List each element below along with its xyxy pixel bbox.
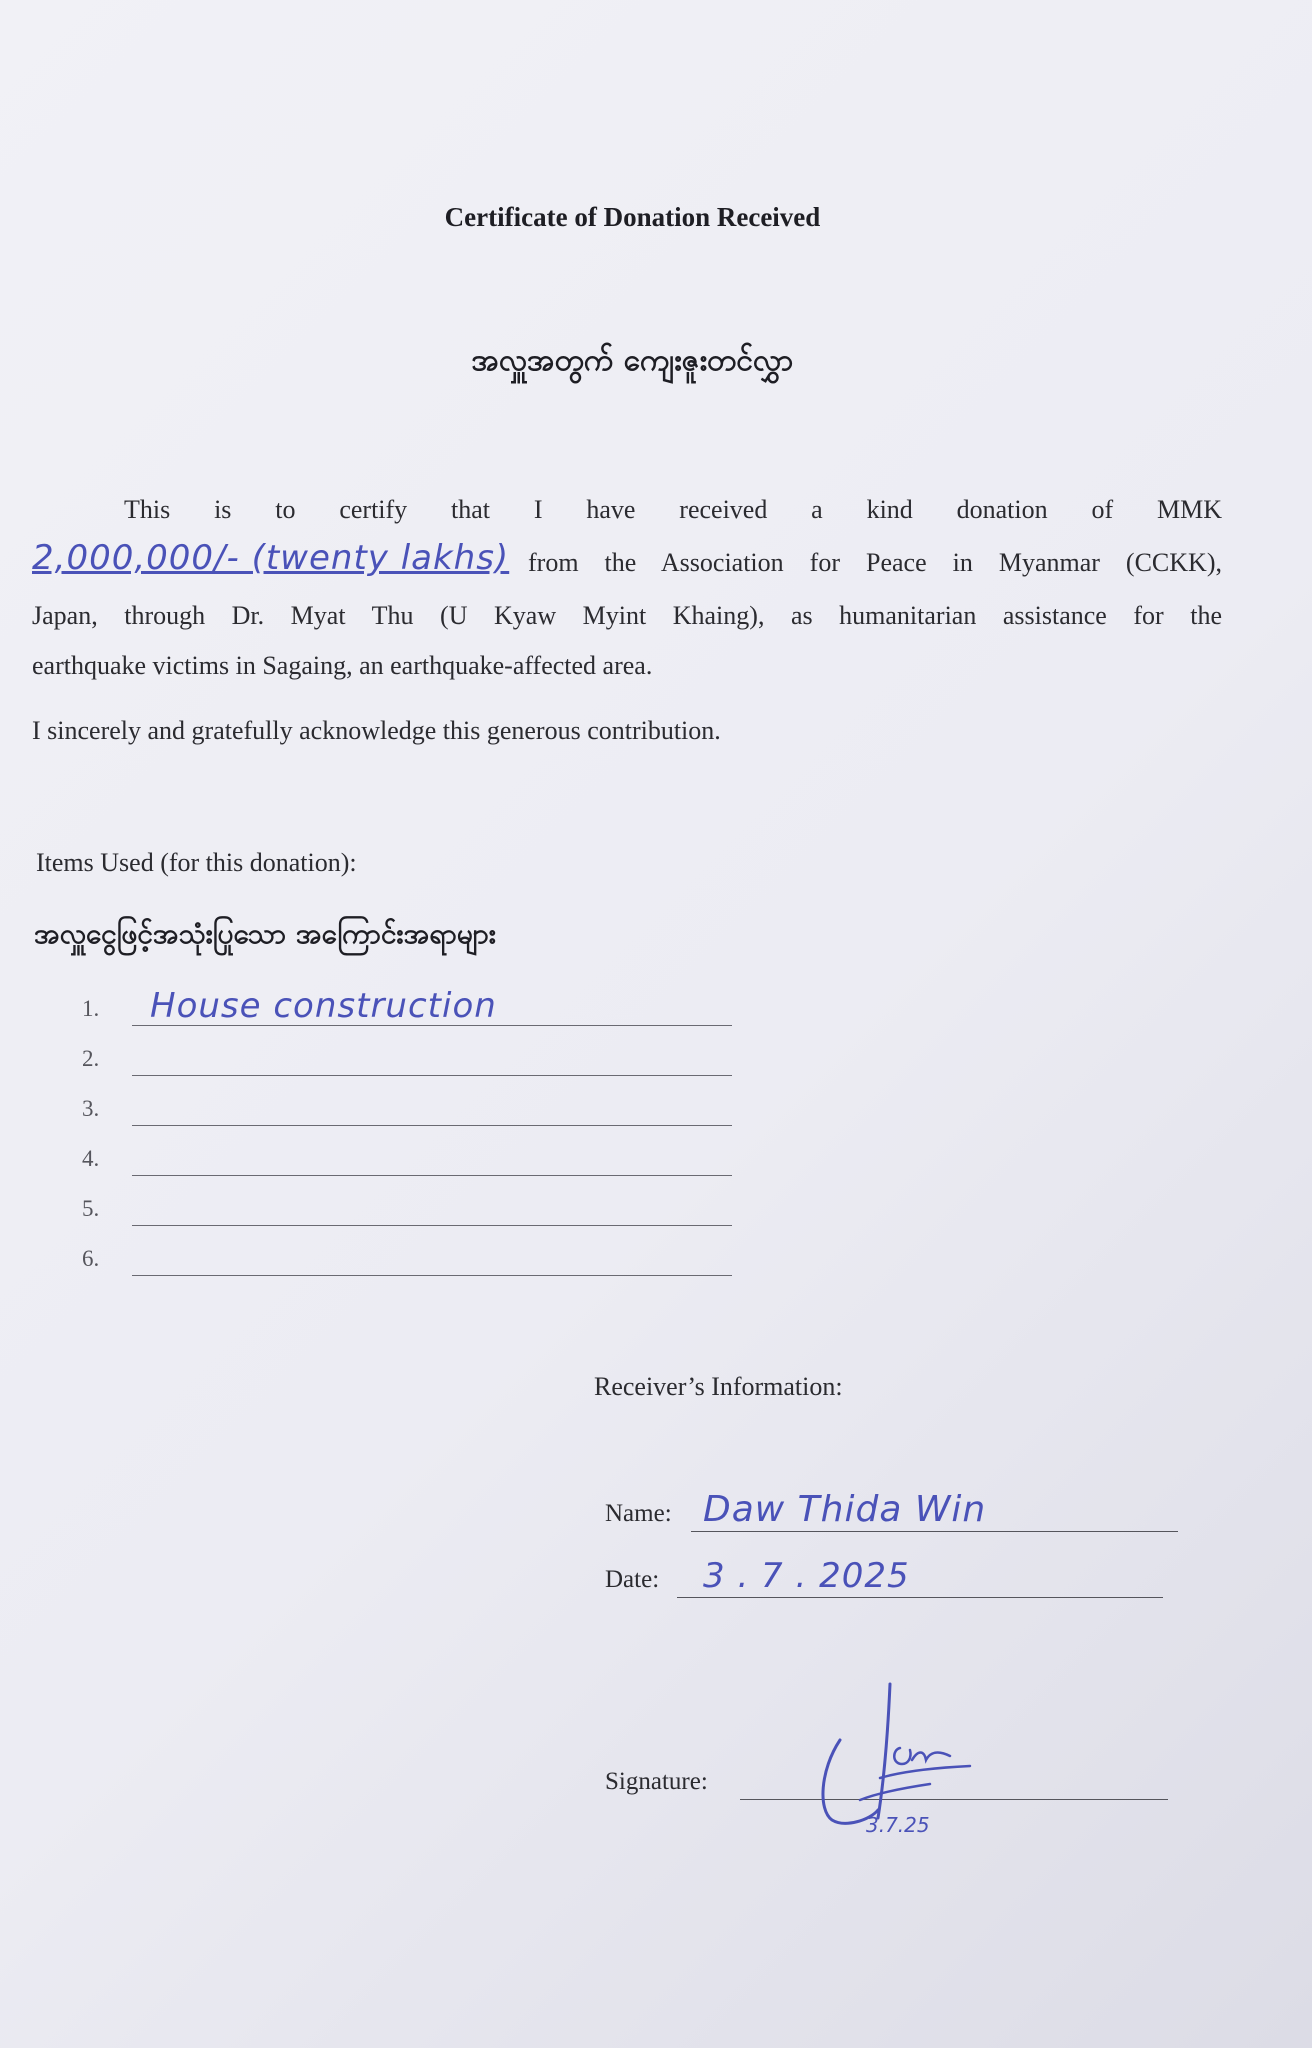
item-number: 4.: [82, 1146, 100, 1171]
body-line-2: [32, 538, 509, 578]
list-item: [82, 1036, 732, 1076]
item-rule: [132, 1125, 732, 1126]
myanmar-title: အလှူအတွက် ကျေးဇူးတင်လွှာ: [471, 343, 794, 378]
body-line-2-rest: from the Association for Peace in Myanmar (CCKK),: [528, 548, 1222, 577]
name-rule: [691, 1531, 1178, 1532]
body-line-1: This is to certify that I have received a kind donation of MMK: [124, 495, 1222, 524]
item-number: 1.: [82, 996, 100, 1021]
item-rule: [132, 1175, 732, 1176]
date-label: Date:: [605, 1566, 660, 1593]
list-item: [82, 1136, 732, 1176]
name-value: Daw Thida Win: [703, 1489, 987, 1530]
item-number: 6.: [82, 1246, 100, 1271]
items-heading: Items Used (for this donation):: [36, 848, 357, 877]
list-item: [82, 1236, 732, 1276]
signature-date: 3.7.25: [866, 1813, 930, 1837]
signature-mark: [800, 1670, 1000, 1840]
item-value: House construction: [150, 986, 497, 1026]
signature-label: Signature:: [605, 1768, 708, 1795]
page-title: Certificate of Donation Received: [444, 202, 821, 232]
name-label: Name:: [605, 1500, 672, 1527]
date-value: 3 . 7 . 2025: [703, 1556, 910, 1596]
item-rule: [132, 1275, 732, 1276]
date-rule: [677, 1597, 1163, 1598]
list-item: [82, 1086, 732, 1126]
list-item: [82, 1186, 732, 1226]
item-number: 3.: [82, 1096, 100, 1121]
list-item: [82, 986, 732, 1026]
item-number: 2.: [82, 1046, 100, 1071]
handwritten-amount: 2,000,000/- (twenty lakhs): [32, 538, 510, 578]
name-field: [605, 1488, 1178, 1532]
body-line-3: Japan, through Dr. Myat Thu (U Kyaw Myint Khaing), as humanitarian assistance for the: [32, 601, 1222, 630]
items-heading-myanmar: အလှူငွေဖြင့်အသုံးပြုသော အကြောင်းအရာများ: [34, 917, 496, 950]
item-rule: [132, 1075, 732, 1076]
date-field: [605, 1554, 1163, 1598]
receiver-heading: Receiver’s Information:: [594, 1372, 843, 1401]
body-line-4: earthquake victims in Sagaing, an earthquake-affected area.: [32, 651, 653, 680]
item-number: 5.: [82, 1196, 100, 1221]
acknowledgement-text: I sincerely and gratefully acknowledge this generous contribution.: [32, 716, 721, 745]
item-rule: [132, 1225, 732, 1226]
